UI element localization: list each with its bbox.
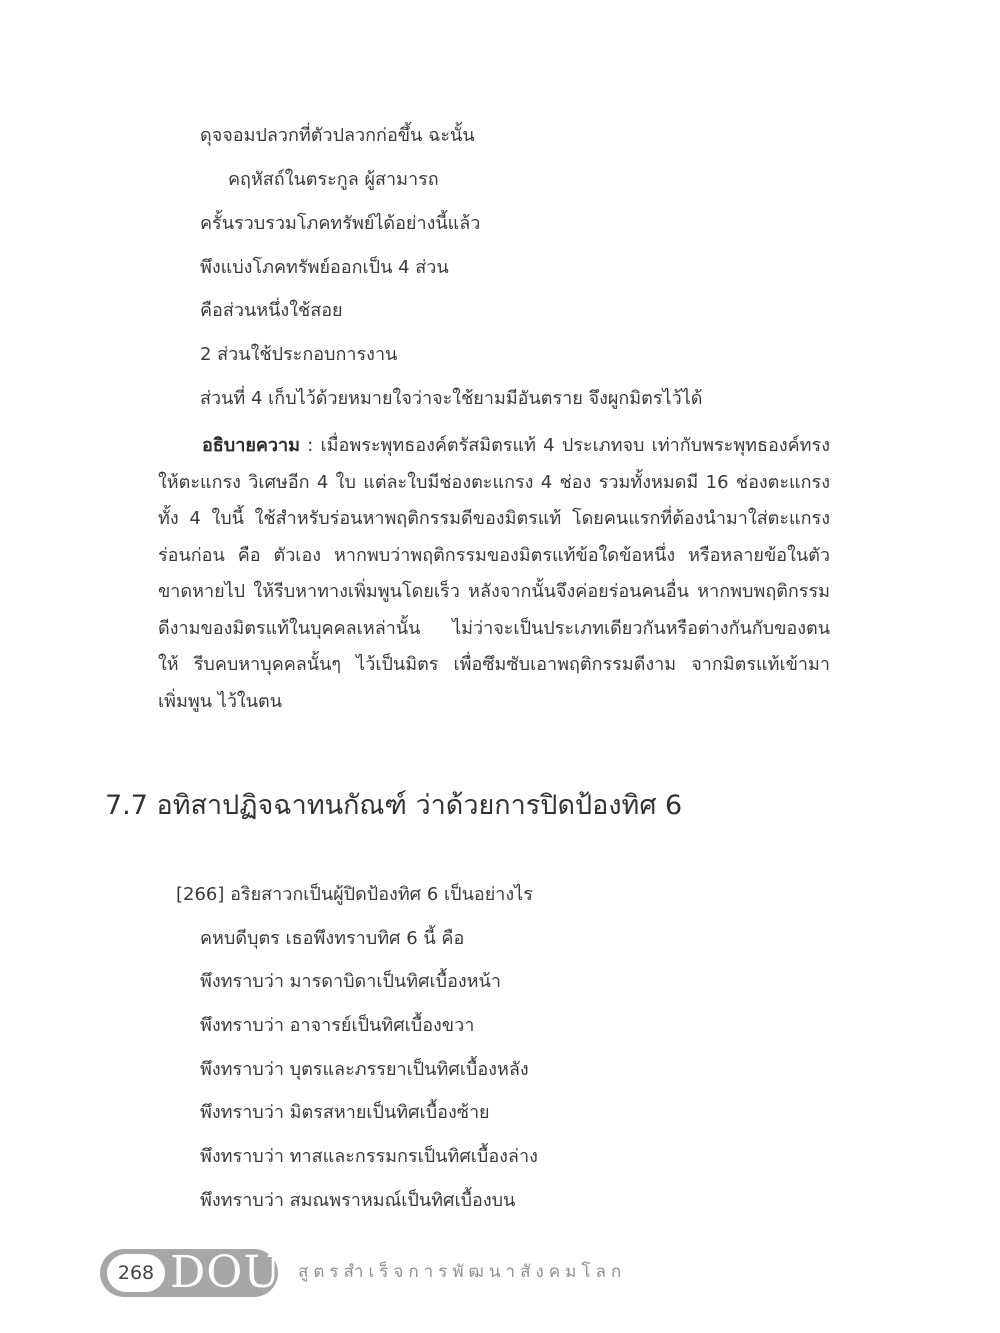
page-number: 268 xyxy=(107,1254,165,1292)
verse-line: ดุจจอมปลวกที่ตัวปลวกก่อขึ้น ฉะนั้น xyxy=(200,125,475,146)
verse-line: ครั้นรวบรวมโภคทรัพย์ได้อย่างนี้แล้ว xyxy=(200,213,481,234)
verse-line: พึงทราบว่า มารดาบิดาเป็นทิศเบื้องหน้า xyxy=(200,971,501,992)
verse-line: พึงแบ่งโภคทรัพย์ออกเป็น 4 ส่วน xyxy=(200,257,449,278)
explanation-label: อธิบายความ xyxy=(202,435,300,456)
verse-line: ส่วนที่ 4 เก็บไว้ด้วยหมายใจว่าจะใช้ยามมีอันตราย จึงผูกมิตรไว้ได้ xyxy=(200,388,703,409)
explanation-text: : เมื่อพระพุทธองค์ตรัสมิตรแท้ 4 ประเภทจบ เท่ากับพระพุทธองค์ทรงให้ตะแกรง วิเศษอีก 4 ใบ แต่ละใบมีช่องตะแกรง 4 ช่อง รวมทั้งหมดมี 16 ช่องตะแกรง ทั้ง 4 ใบนี้ ใช้สำหรับร่อนหาพฤติกรรมดีของมิตรแท้ โดยคนแรกที่ต้องนำมาใส่ตะแกรง ร่อนก่อน คือ ตัวเอง หากพบว่าพฤติกรรมของมิตรแท้ข้อใดข้อหนึ่ง หรือหลายข้อในตัว ขาดหายไป ให้รีบหาทางเพิ่มพูนโดยเร็ว หลังจากนั้นจึงค่อยร่อนคนอื่น หากพบพฤติกรรม ดีงามของมิตรแท้ในบุคคลเหล่านั้น ไม่ว่าจะเป็นประเภทเดียวกันหรือต่างกันกับของตน ให้ รีบคบหาบุคคลนั้นๆ ไว้เป็นมิตร เพื่อซึมซับเอาพฤติกรรมดีงาม จากมิตรแท้เข้ามาเพิ่มพูน ไว้ในตน xyxy=(158,435,830,712)
verse-line: พึงทราบว่า มิตรสหายเป็นทิศเบื้องซ้าย xyxy=(200,1102,490,1123)
verse-line: พึงทราบว่า สมณพราหมณ์เป็นทิศเบื้องบน xyxy=(200,1190,516,1211)
explanation-paragraph xyxy=(158,428,830,720)
verse-line: พึงทราบว่า ทาสและกรรมกรเป็นทิศเบื้องล่าง xyxy=(200,1146,538,1167)
verse-line: พึงทราบว่า อาจารย์เป็นทิศเบื้องขวา xyxy=(200,1015,475,1036)
verse-line: คฤหัสถ์ในตระกูล ผู้สามารถ xyxy=(228,169,439,190)
verse-line: คือส่วนหนึ่งใช้สอย xyxy=(200,300,343,321)
book-title: สูตรสำเร็จการพัฒนาสังคมโลก xyxy=(298,1262,627,1282)
verse-line: คหบดีบุตร เธอพึงทราบทิศ 6 นี้ คือ xyxy=(200,928,465,949)
verse-line: [266] อริยสาวกเป็นผู้ปิดป้องทิศ 6 เป็นอย่างไร xyxy=(176,884,533,905)
verse-line: พึงทราบว่า บุตรและภรรยาเป็นทิศเบื้องหลัง xyxy=(200,1059,529,1080)
section-heading: 7.7 อทิสาปฏิจฉาทนกัณฑ์ ว่าด้วยการปิดป้องทิศ 6 xyxy=(105,790,683,821)
verse-line: 2 ส่วนใช้ประกอบการงาน xyxy=(200,344,398,365)
dou-logo: DOU xyxy=(170,1247,282,1298)
